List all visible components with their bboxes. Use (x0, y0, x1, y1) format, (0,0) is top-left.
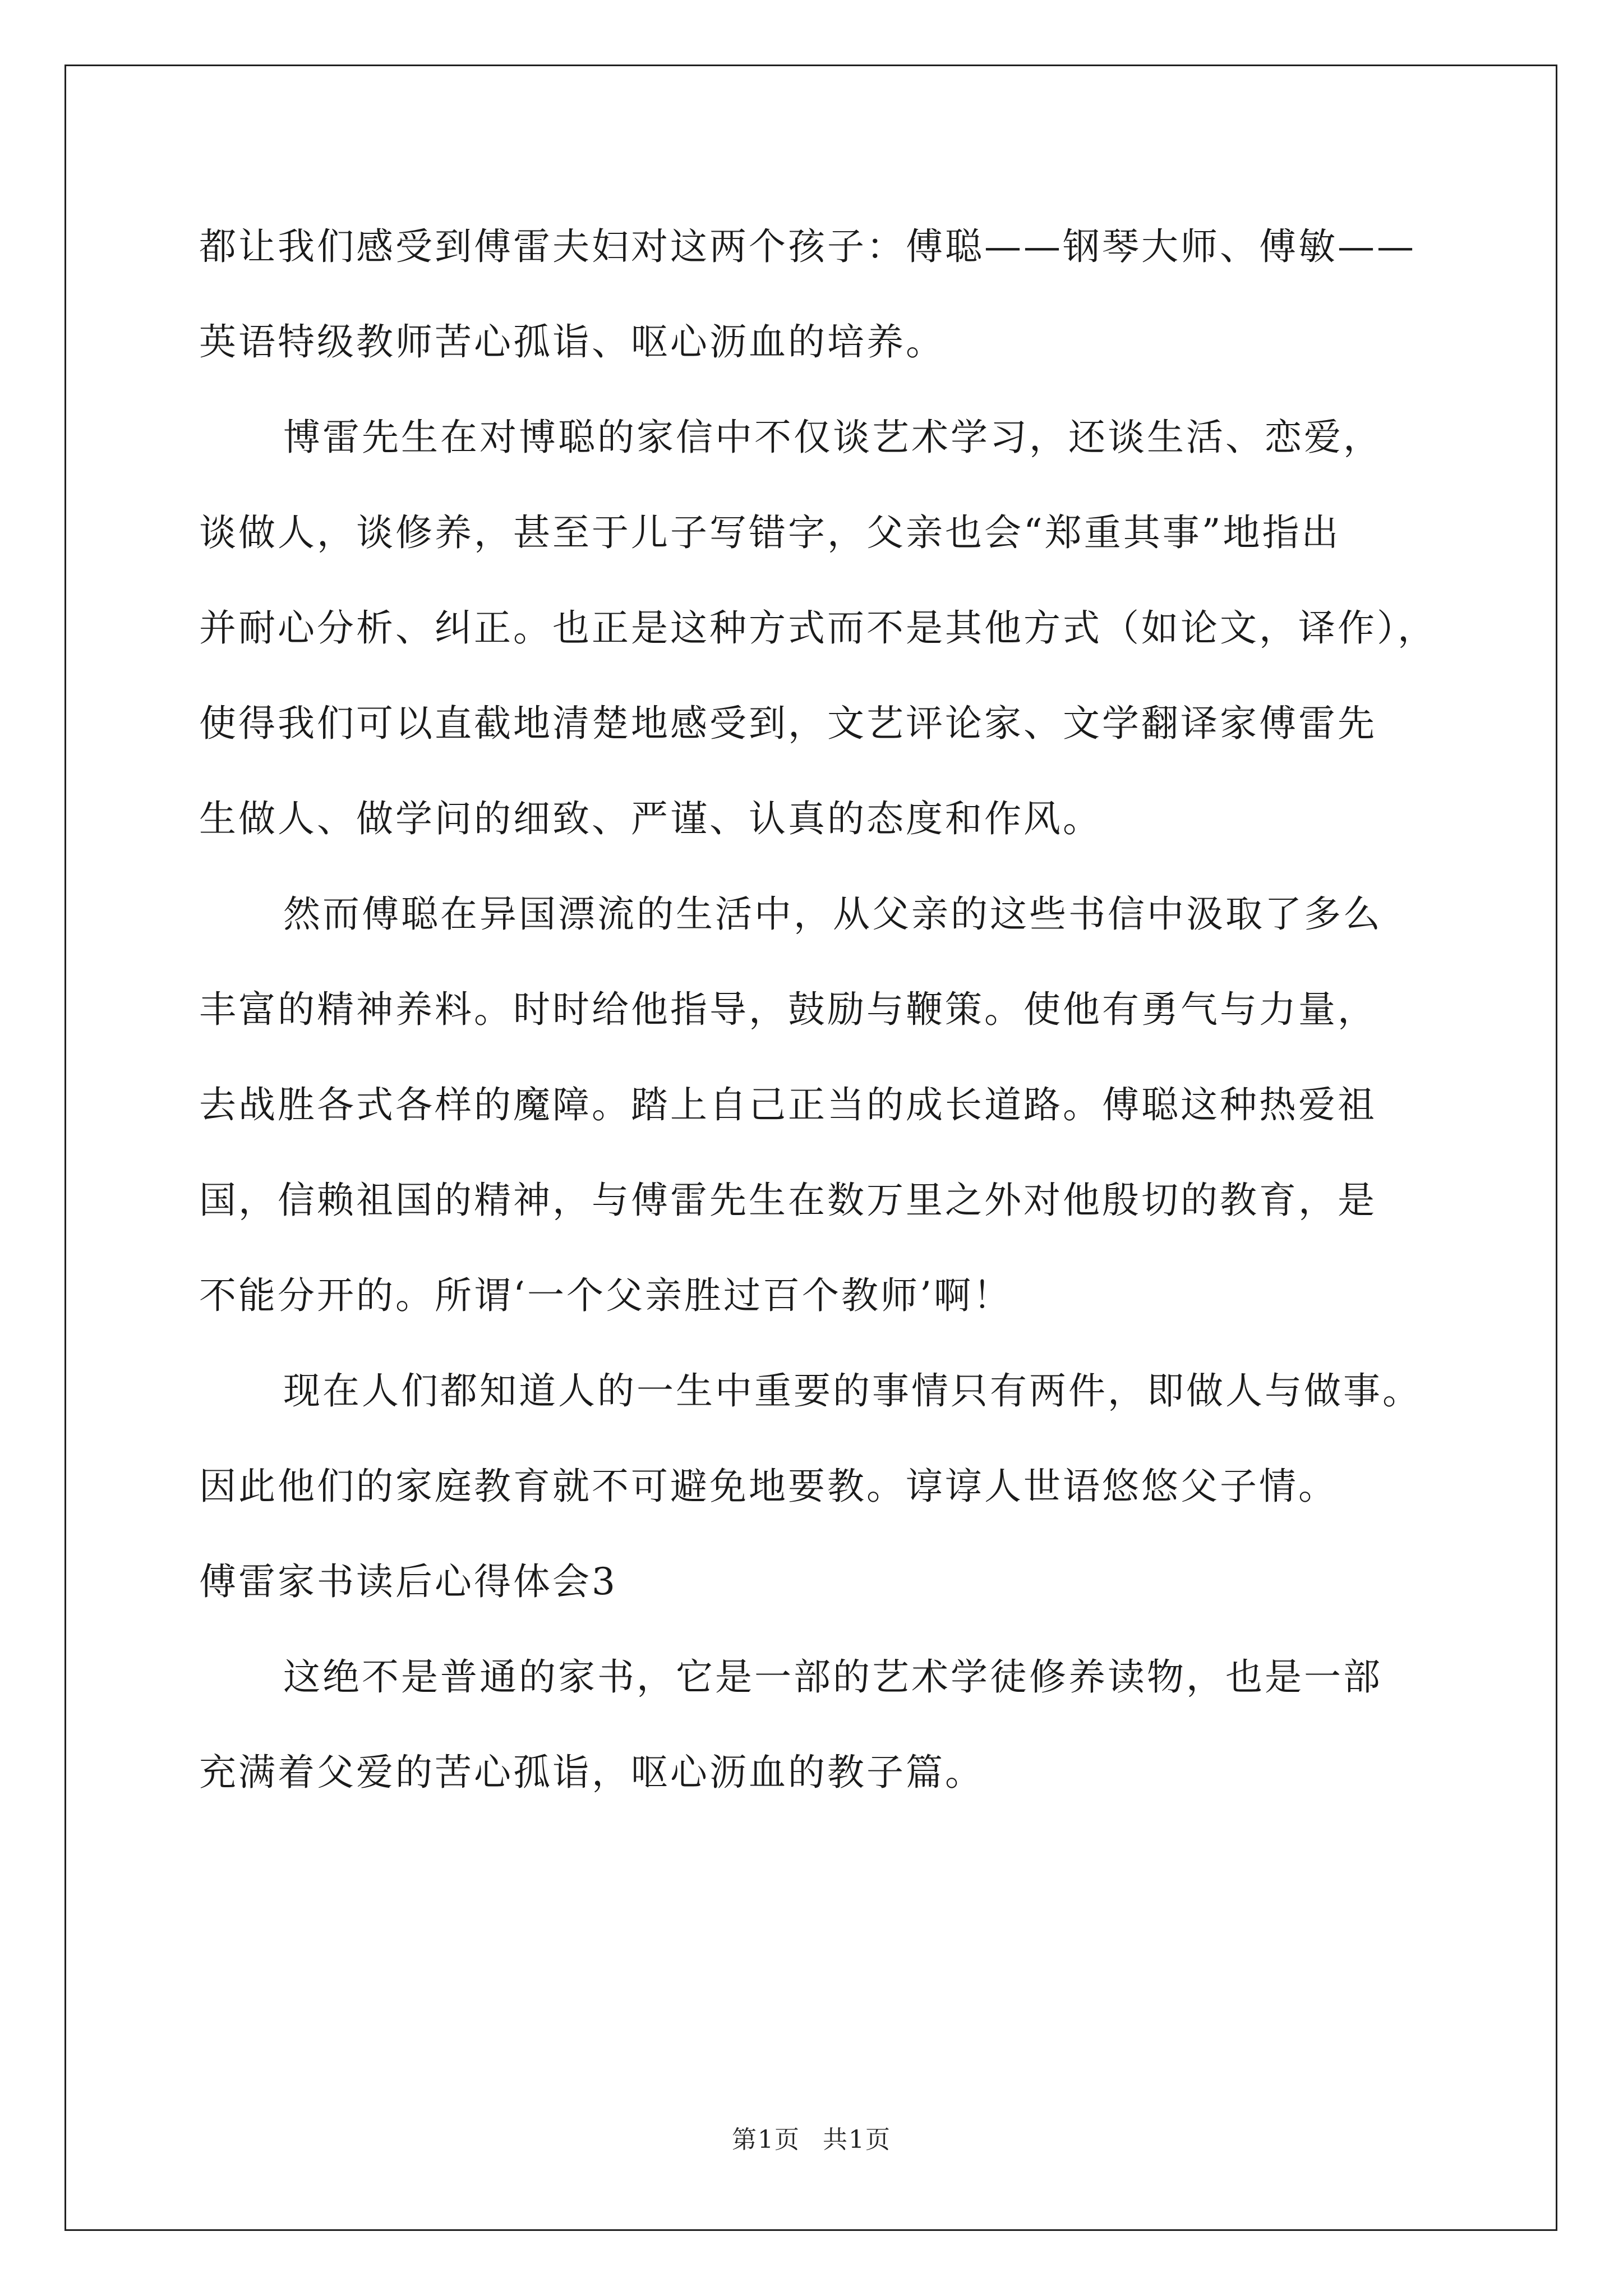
text-line: 丰富的精神养料。时时给他指导，鼓励与鞭策。使他有勇气与力量， (199, 988, 1377, 1031)
document-body (199, 199, 1438, 1820)
text-line: 使得我们可以直截地清楚地感受到，文艺评论家、文学翻译家傅雷先 (199, 702, 1377, 745)
text-line: 充满着父爱的苦心孤诣，呕心沥血的教子篇。 (199, 1751, 984, 1794)
text-line: 博雷先生在对博聪的家信中不仅谈艺术学习，还谈生活、恋爱， (283, 416, 1382, 459)
text-line: 这绝不是普通的家书，它是一部的艺术学徒修养读物，也是一部 (283, 1655, 1382, 1699)
text-line: 英语特级教师苦心孤诣、呕心沥血的培养。 (199, 320, 945, 364)
text-line: 现在人们都知道人的一生中重要的事情只有两件，即做人与做事。 (283, 1369, 1422, 1412)
section-heading: 傅雷家书读后心得体会3 (199, 1560, 617, 1603)
text-line: 国，信赖祖国的精神，与傅雷先生在数万里之外对他殷切的教育，是 (199, 1179, 1377, 1222)
text-line: 谈做人，谈修养，甚至于儿子写错字，父亲也会“郑重其事”地指出 (199, 511, 1341, 554)
text-line: 生做人、做学问的细致、严谨、认真的态度和作风。 (199, 797, 1102, 840)
text-line: 都让我们感受到傅雷夫妇对这两个孩子：傅聪——钢琴大师、傅敏—— (199, 225, 1416, 268)
page-number: 第1页 (732, 2125, 800, 2154)
text-line: 不能分开的。所谓‘一个父亲胜过百个教师’啊！ (199, 1274, 1012, 1317)
text-line: 并耐心分析、纠正。也正是这种方式而不是其他方式（如论文，译作）， (199, 606, 1437, 650)
page-footer (0, 2123, 1623, 2157)
text-line: 因此他们的家庭教育就不可避免地要教。谆谆人世语悠悠父子情。 (199, 1465, 1338, 1508)
page-total: 共1页 (823, 2125, 891, 2154)
text-line: 然而傅聪在异国漂流的生活中，从父亲的这些书信中汲取了多么 (283, 892, 1382, 936)
text-line: 去战胜各式各样的魔障。踏上自己正当的成长道路。傅聪这种热爱祖 (199, 1083, 1377, 1126)
